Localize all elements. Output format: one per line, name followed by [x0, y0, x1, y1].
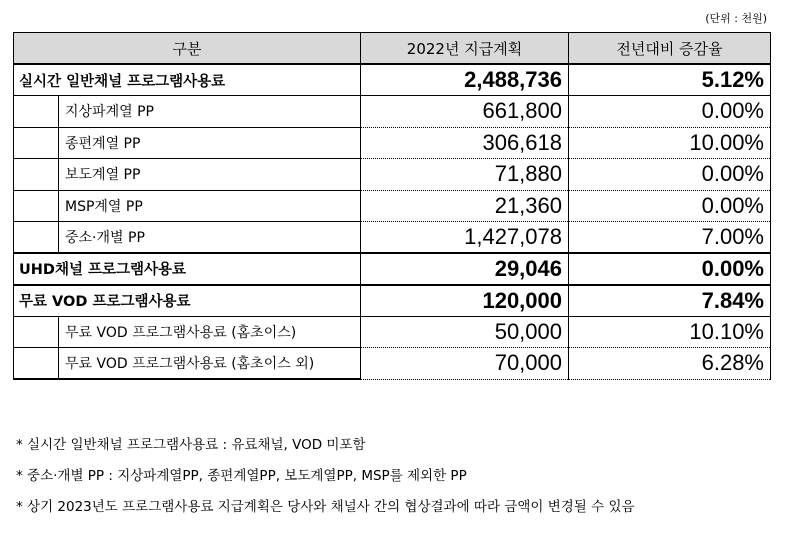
payment-plan-table [13, 32, 771, 380]
row-label: 무료 VOD 프로그램사용료 [14, 285, 361, 317]
row-amount: 2,488,736 [361, 64, 569, 96]
table-row [14, 222, 771, 254]
row-amount: 306,618 [361, 127, 569, 159]
row-amount: 70,000 [361, 348, 569, 380]
footnote: * 중소·개별 PP : 지상파계열PP, 종편계열PP, 보도계열PP, MSP를 제외한 PP [16, 468, 467, 484]
row-label: UHD채널 프로그램사용료 [14, 253, 361, 285]
row-amount: 661,800 [361, 96, 569, 128]
row-change: 10.00% [569, 127, 771, 159]
row-label: 지상파계열 PP [65, 104, 154, 121]
row-amount: 21,360 [361, 190, 569, 222]
footnotes [16, 430, 635, 523]
row-label: 무료 VOD 프로그램사용료 (홈초이스) [65, 324, 297, 341]
row-change: 0.00% [569, 253, 771, 285]
table-header-row [14, 33, 771, 65]
table-row [14, 159, 771, 191]
row-change: 0.00% [569, 190, 771, 222]
row-change: 5.12% [569, 64, 771, 96]
footnote: * 실시간 일반채널 프로그램사용료 : 유료채널, VOD 미포함 [16, 437, 366, 453]
row-amount: 50,000 [361, 316, 569, 348]
table-row [14, 285, 771, 317]
row-change: 7.00% [569, 222, 771, 254]
table-row [14, 190, 771, 222]
row-amount: 29,046 [361, 253, 569, 285]
row-label: 종편계열 PP [65, 135, 141, 152]
row-change: 6.28% [569, 348, 771, 380]
row-amount: 71,880 [361, 159, 569, 191]
row-change: 0.00% [569, 159, 771, 191]
table-row [14, 127, 771, 159]
table-row [14, 64, 771, 96]
unit-note: (단위 : 천원) [705, 12, 767, 25]
row-label: 보도계열 PP [65, 167, 141, 184]
row-change: 10.10% [569, 316, 771, 348]
header-category: 구분 [14, 33, 361, 65]
row-label: 중소·개별 PP [65, 230, 145, 246]
row-label: 실시간 일반채널 프로그램사용료 [14, 64, 361, 96]
row-label: MSP계열 PP [65, 198, 143, 215]
row-amount: 120,000 [361, 285, 569, 317]
table-row [14, 253, 771, 285]
header-plan: 2022년 지급계획 [361, 33, 569, 65]
row-label: 무료 VOD 프로그램사용료 (홈초이스 외) [65, 356, 315, 372]
header-change: 전년대비 증감율 [569, 33, 771, 65]
row-change: 7.84% [569, 285, 771, 317]
row-change: 0.00% [569, 96, 771, 128]
table-row [14, 96, 771, 128]
table-row [14, 348, 771, 380]
row-amount: 1,427,078 [361, 222, 569, 254]
table-row [14, 316, 771, 348]
footnote: * 상기 2023년도 프로그램사용료 지급계획은 당사와 채널사 간의 협상결과에 따라 금액이 변경될 수 있음 [16, 499, 635, 515]
